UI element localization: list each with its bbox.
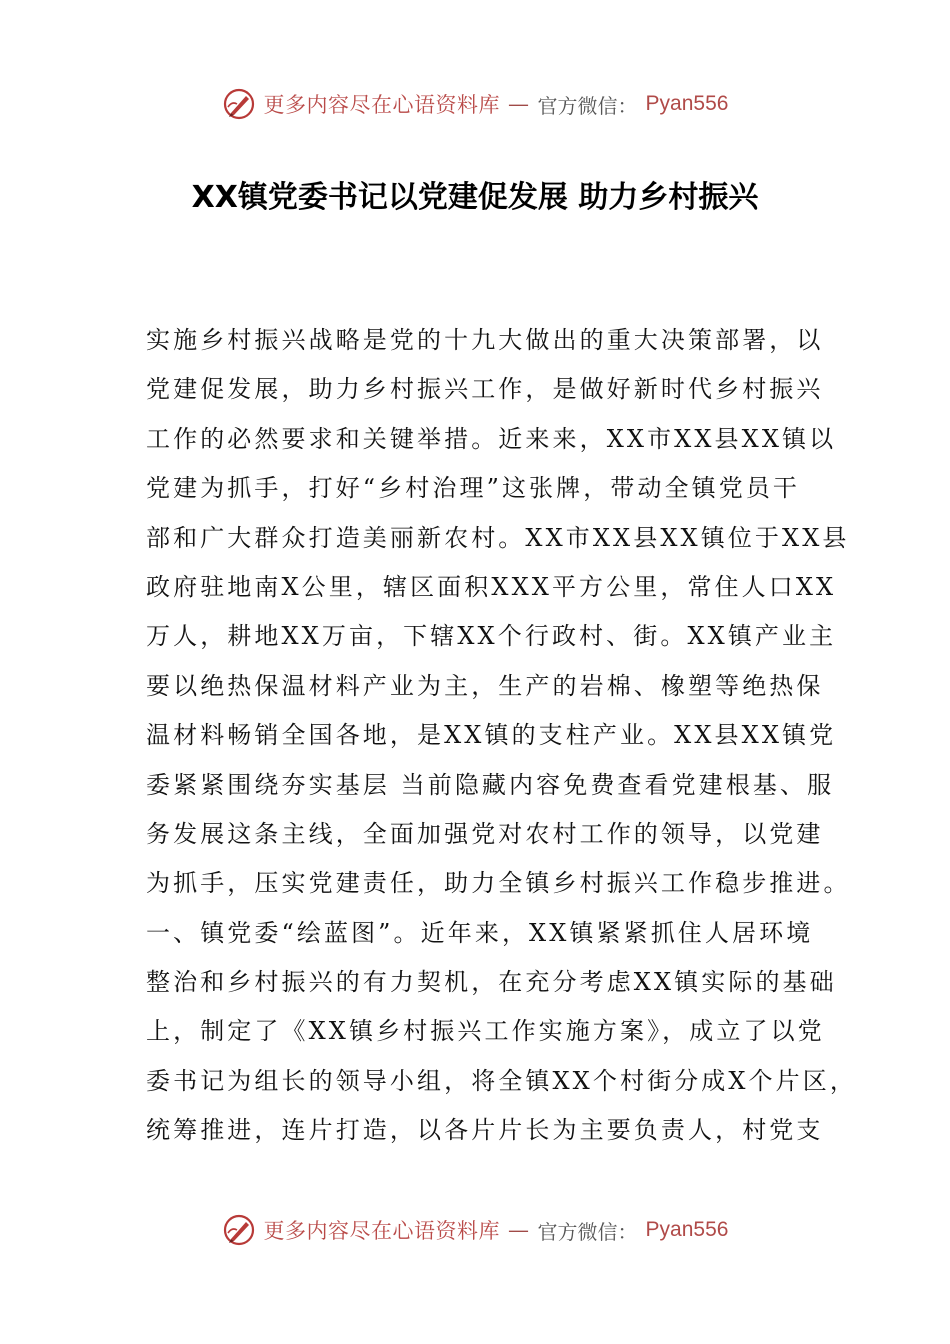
header-watermark (0, 84, 950, 124)
watermark-dash: — (508, 1218, 530, 1242)
body-line: 务发展这条主线，全面加强党对农村工作的领导，以党建 (146, 819, 824, 848)
body-line: 温材料畅销全国各地，是XX镇的支柱产业。XX县XX镇党 (146, 721, 837, 750)
body-line: 实施乡村振兴战略是党的十九大做出的重大决策部署，以 (146, 326, 824, 354)
footer-watermark (0, 1210, 950, 1250)
body-line: 上，制定了《XX镇乡村振兴工作实施方案》，成立了以党 (146, 1017, 825, 1046)
watermark-label: 官方微信： (537, 1219, 638, 1244)
watermark-dash: — (508, 92, 530, 116)
body-line: 统筹推进，连片打造，以各片片长为主要负责人，村党支 (146, 1116, 824, 1145)
body-line: 委紧紧围绕夯实基层 当前隐藏内容免费查看党建根基、服 (146, 770, 835, 799)
watermark-label: 官方微信： (537, 93, 638, 118)
body-line: 部和广大群众打造美丽新农村。XX市XX县XX镇位于XX县 (146, 523, 850, 552)
watermark-text: 更多内容尽在心语资料库 (263, 93, 501, 117)
watermark-id: Pyan556 (645, 92, 729, 115)
watermark-text: 更多内容尽在心语资料库 (263, 1219, 501, 1243)
body-line: 为抓手，压实党建责任，助力全镇乡村振兴工作稳步推进。 (146, 869, 851, 898)
body-line: 委书记为组长的领导小组，将全镇XX个村街分成X个片区， (146, 1066, 857, 1095)
watermark-id: Pyan556 (645, 1218, 729, 1241)
body-line: 党建促发展，助力乡村振兴工作，是做好新时代乡村振兴 (146, 375, 824, 404)
body-line: 工作的必然要求和关键举措。近来来，XX市XX县XX镇以 (146, 424, 837, 453)
body-line: 政府驻地南X公里，辖区面积XXX平方公里，常住人口XX (146, 572, 837, 601)
body-line: 一、镇党委“绘蓝图”。近年来，XX镇紧紧抓住人居环境 (146, 918, 814, 947)
body-line: 要以绝热保温材料产业为主，生产的岩棉、橡塑等绝热保 (146, 671, 824, 700)
body-line: 整治和乡村振兴的有力契机，在充分考虑XX镇实际的基础 (146, 968, 837, 997)
body-line: 党建为抓手，打好“乡村治理”这张牌，带动全镇党员干 (146, 474, 801, 503)
pen-logo-icon (222, 87, 256, 121)
pen-logo-icon (222, 1213, 256, 1247)
document-title: XX镇党委书记以党建促发展 助力乡村振兴 (191, 180, 759, 215)
document-body (146, 316, 857, 1156)
body-line: 万人，耕地XX万亩，下辖XX个行政村、街。XX镇产业主 (146, 622, 837, 651)
